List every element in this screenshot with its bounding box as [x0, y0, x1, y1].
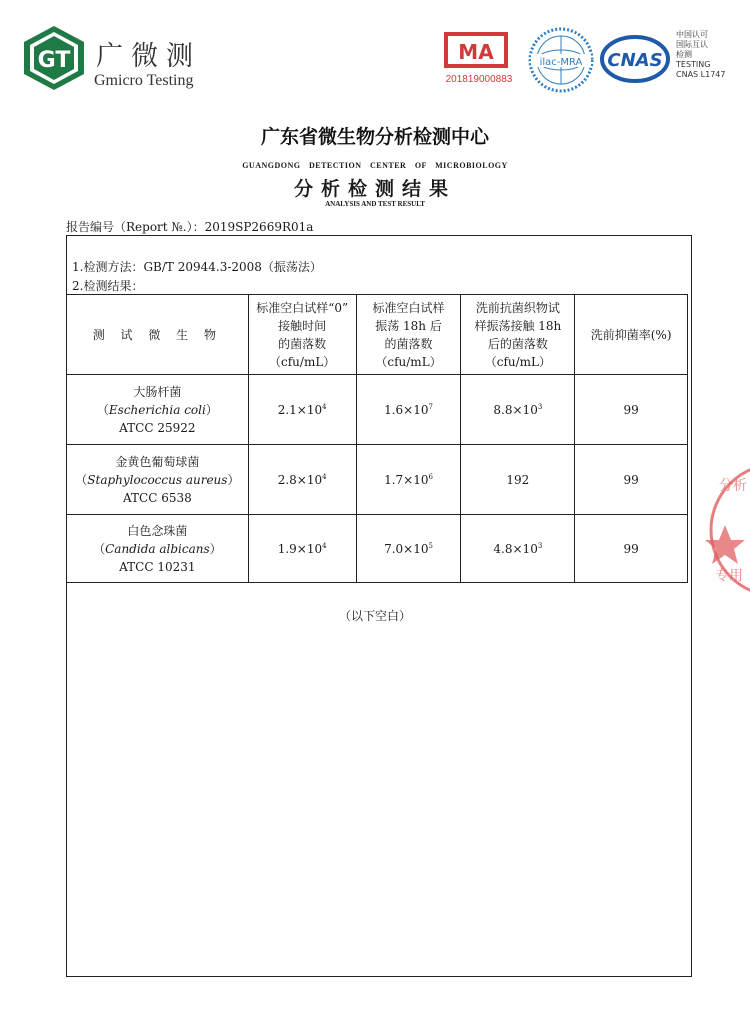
cnas-line-3: 检测: [676, 50, 692, 59]
report-title-cn: 分析检测结果: [293, 178, 456, 200]
rate-cell: 99: [575, 445, 688, 515]
brand-name-cn: 广微测: [96, 41, 201, 72]
rate-cell: 99: [575, 375, 688, 445]
blank-below-note: （以下空白）: [338, 609, 411, 623]
brand-name-en: Gmicro Testing: [94, 72, 194, 89]
test-method: 1.检测方法：GB/T 20944.3-2008（振荡法）: [72, 260, 322, 274]
sample-18h-cell: $8.8\times 10^3$: [461, 375, 575, 445]
blank-18h-cell: $1.7\times 10^6$: [356, 445, 461, 515]
blank-0h-cell: $1.9\times 10^4$: [248, 515, 356, 583]
seal-stamp-icon: [705, 450, 750, 610]
report-title-en: ANALYSIS AND TEST RESULT: [325, 200, 425, 208]
table-row: [67, 445, 688, 515]
blank-18h-cell: $7.0\times 10^5$: [356, 515, 461, 583]
table-row: [67, 375, 688, 445]
rate-cell: 99: [575, 515, 688, 583]
cnas-accreditation-text: [676, 30, 746, 80]
report-number: 报告编号（Report №.）：2019SP2669R01a: [66, 220, 314, 234]
organism-cell: 白色念珠菌 （Candida albicans） ATCC 10231: [67, 515, 249, 583]
svg-text:CNAS: CNAS: [607, 50, 663, 71]
svg-text:GT: GT: [37, 48, 71, 73]
sample-18h-cell: $4.8\times 10^3$: [461, 515, 575, 583]
cnas-logo-icon: [600, 34, 670, 84]
svg-text:ilac-MRA: ilac-MRA: [539, 57, 583, 68]
organism-cell: 大肠杆菌 （Escherichia coli） ATCC 25922: [67, 375, 249, 445]
header-organism: 测 试 微 生 物: [67, 295, 249, 375]
blank-18h-cell: $1.6\times 10^7$: [356, 375, 461, 445]
results-heading: 2.检测结果：: [72, 279, 144, 293]
cnas-line-5: CNAS L1747: [676, 70, 726, 79]
center-title-en: GUANGDONG DETECTION CENTER OF MICROBIOLOGY: [242, 161, 508, 170]
cnas-line-1: 中国认可: [676, 30, 708, 39]
header-blank-18h: 标准空白试样 振荡 18h 后 的菌落数 （cfu/mL）: [356, 295, 461, 375]
cma-number: 201819000883: [445, 74, 513, 85]
cnas-line-2: 国际互认: [676, 40, 708, 49]
gmicro-logo-icon: [22, 24, 86, 92]
svg-text:专用: 专用: [715, 568, 743, 584]
blank-0h-cell: $2.8\times 10^4$: [248, 445, 356, 515]
header-sample-18h: 洗前抗菌织物试 样振荡接触 18h 后的菌落数 （cfu/mL）: [461, 295, 575, 375]
blank-0h-cell: $2.1\times 10^4$: [248, 375, 356, 445]
table-header-row: [67, 295, 688, 375]
svg-text:分析: 分析: [719, 478, 747, 494]
organism-cell: 金黄色葡萄球菌 （Staphylococcus aureus） ATCC 6538: [67, 445, 249, 515]
svg-text:MA: MA: [458, 40, 494, 64]
header-inhibition-rate: 洗前抑菌率(%): [575, 295, 688, 375]
center-title-cn: 广东省微生物分析检测中心: [260, 126, 489, 148]
ilac-mra-logo-icon: [525, 24, 597, 96]
sample-18h-cell: 192: [461, 445, 575, 515]
results-table: [66, 294, 688, 583]
table-row: [67, 515, 688, 583]
cnas-line-4: TESTING: [676, 60, 711, 69]
header-blank-0h: 标准空白试样“0” 接触时间 的菌落数 （cfu/mL）: [248, 295, 356, 375]
